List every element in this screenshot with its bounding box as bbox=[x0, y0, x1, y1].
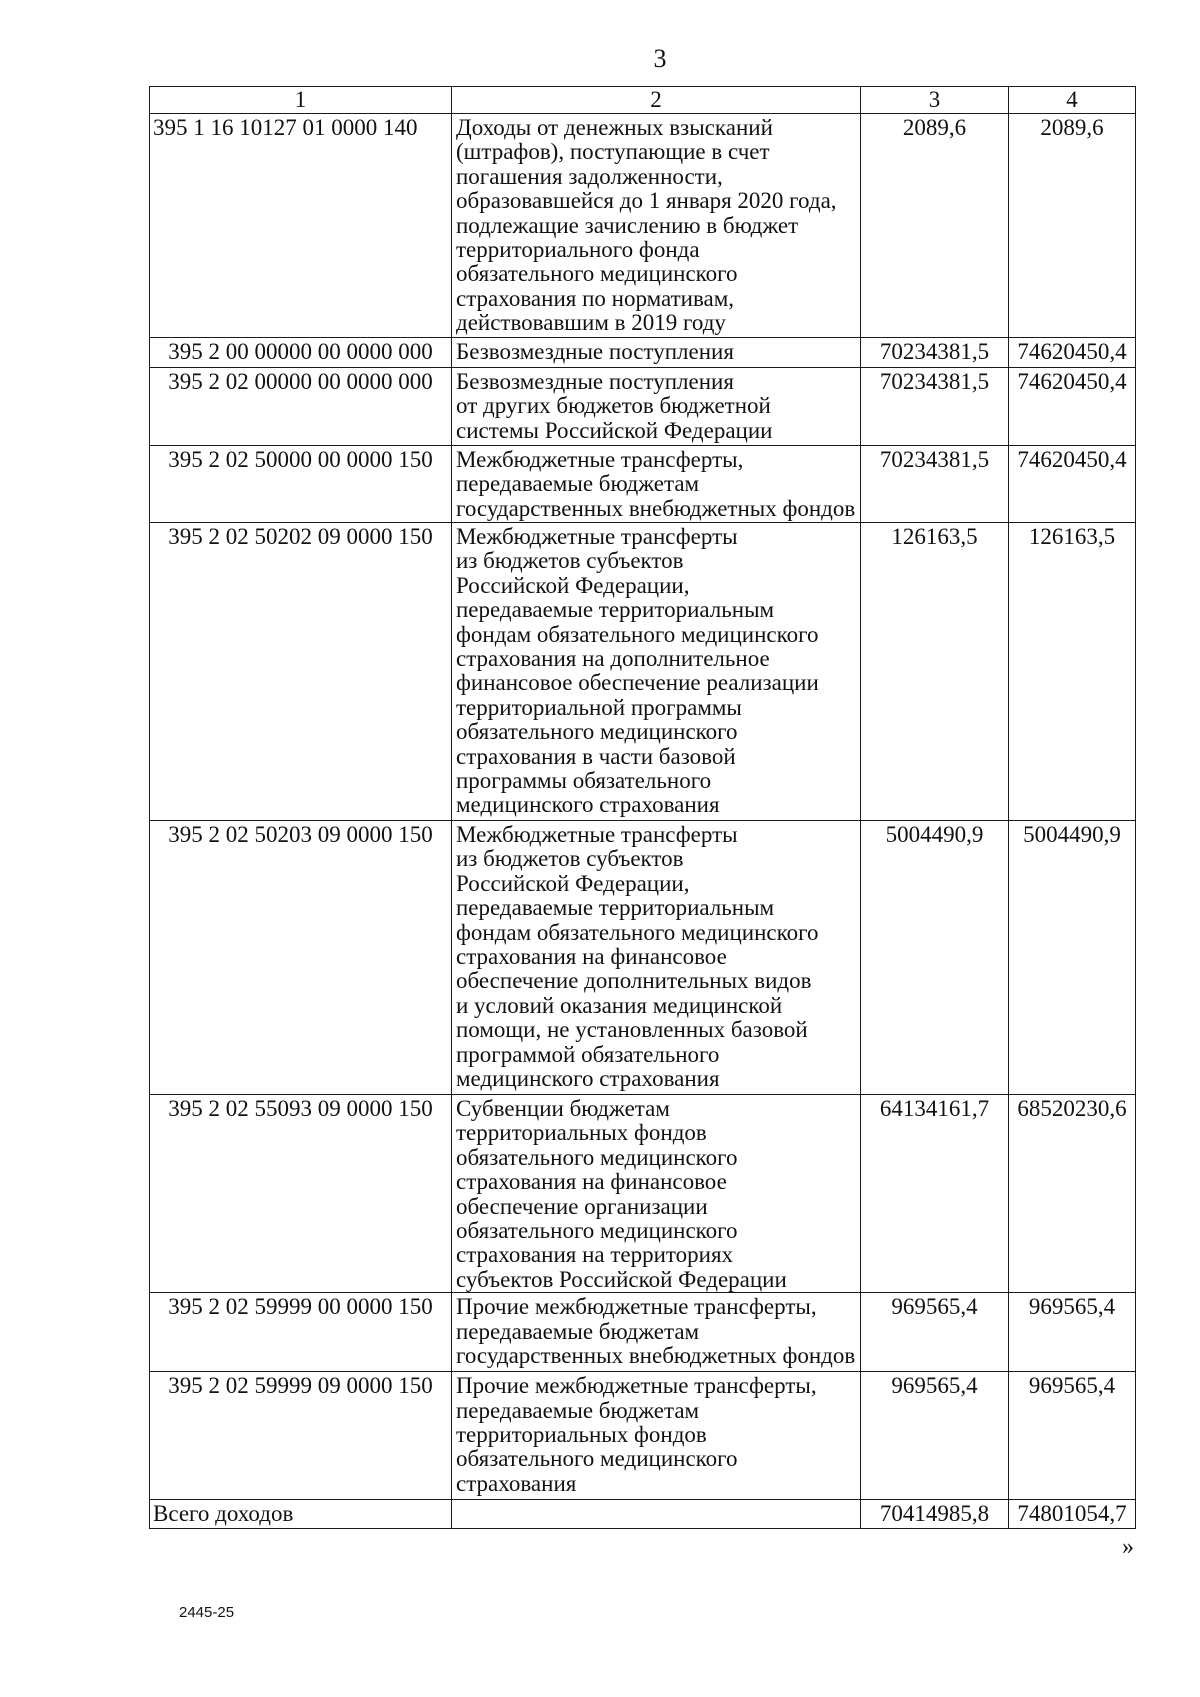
total-label: Всего доходов bbox=[150, 1500, 452, 1529]
budget-code: 395 2 00 00000 00 0000 000 bbox=[150, 338, 452, 368]
amount-column-4: 126163,5 bbox=[1009, 523, 1136, 821]
amount-column-4: 969565,4 bbox=[1009, 1293, 1136, 1372]
amount-column-4: 74620450,4 bbox=[1009, 446, 1136, 523]
amount-column-3: 64134161,7 bbox=[861, 1095, 1009, 1293]
budget-code: 395 2 02 50202 09 0000 150 bbox=[150, 523, 452, 821]
total-amount-column-4: 74801054,7 bbox=[1009, 1500, 1136, 1529]
closing-quote-mark: » bbox=[1122, 1534, 1134, 1560]
table-row bbox=[150, 523, 1136, 821]
column-header-value-3: 3 bbox=[861, 87, 1009, 114]
budget-revenue-table bbox=[149, 86, 1136, 1529]
document-id: 2445-25 bbox=[179, 1604, 235, 1621]
budget-code: 395 2 02 59999 09 0000 150 bbox=[150, 1372, 452, 1500]
table-row bbox=[150, 114, 1136, 338]
revenue-description: Прочие межбюджетные трансферты, передаваемые бюджетам территориальных фондов обязательного медицинского страхования bbox=[452, 1372, 861, 1500]
amount-column-4: 2089,6 bbox=[1009, 114, 1136, 338]
table-row bbox=[150, 1095, 1136, 1293]
amount-column-4: 5004490,9 bbox=[1009, 821, 1136, 1095]
amount-column-3: 5004490,9 bbox=[861, 821, 1009, 1095]
amount-column-3: 70234381,5 bbox=[861, 338, 1009, 368]
amount-column-3: 126163,5 bbox=[861, 523, 1009, 821]
revenue-description: Межбюджетные трансферты из бюджетов субъектов Российской Федерации, передаваемые территориальным фондам обязательного медицинского страхования на финансовое обеспечение дополнительных видов и условий оказания медицинской помощи, не установленных базовой программой обязательного медицинского страхования bbox=[452, 821, 861, 1095]
budget-code: 395 2 02 59999 00 0000 150 bbox=[150, 1293, 452, 1372]
revenue-description: Субвенции бюджетам территориальных фондов обязательного медицинского страхования на финансовое обеспечение организации обязательного медицинского страхования на территориях субъектов Российской Федерации bbox=[452, 1095, 861, 1293]
revenue-description: Межбюджетные трансферты, передаваемые бюджетам государственных внебюджетных фондов bbox=[452, 446, 861, 523]
column-header-code: 1 bbox=[150, 87, 452, 114]
amount-column-3: 969565,4 bbox=[861, 1293, 1009, 1372]
table-row bbox=[150, 446, 1136, 523]
revenue-description: Межбюджетные трансферты из бюджетов субъектов Российской Федерации, передаваемые территориальным фондам обязательного медицинского страхования на дополнительное финансовое обеспечение реализации территориальной программы обязательного медицинского страхования в части базовой программы обязательного медицинского страхования bbox=[452, 523, 861, 821]
page-number: 3 bbox=[653, 44, 667, 73]
table-row bbox=[150, 1293, 1136, 1372]
amount-column-4: 74620450,4 bbox=[1009, 368, 1136, 446]
total-description bbox=[452, 1500, 861, 1529]
amount-column-3: 70234381,5 bbox=[861, 446, 1009, 523]
column-header-value-4: 4 bbox=[1009, 87, 1136, 114]
revenue-description: Безвозмездные поступления от других бюджетов бюджетной системы Российской Федерации bbox=[452, 368, 861, 446]
revenue-description: Прочие межбюджетные трансферты, передаваемые бюджетам государственных внебюджетных фондов bbox=[452, 1293, 861, 1372]
amount-column-3: 2089,6 bbox=[861, 114, 1009, 338]
revenue-description: Доходы от денежных взысканий (штрафов), поступающие в счет погашения задолженности, образовавшейся до 1 января 2020 года, подлежащие зачислению в бюджет территориального фонда обязательного медицинского страхования по нормативам, действовавшим в 2019 году bbox=[452, 114, 861, 338]
budget-code: 395 2 02 50203 09 0000 150 bbox=[150, 821, 452, 1095]
table-row bbox=[150, 821, 1136, 1095]
budget-code: 395 2 02 00000 00 0000 000 bbox=[150, 368, 452, 446]
budget-code: 395 2 02 50000 00 0000 150 bbox=[150, 446, 452, 523]
revenue-description: Безвозмездные поступления bbox=[452, 338, 861, 368]
table-row bbox=[150, 1372, 1136, 1500]
table-header-row bbox=[150, 87, 1136, 114]
budget-code: 395 2 02 55093 09 0000 150 bbox=[150, 1095, 452, 1293]
column-header-description: 2 bbox=[452, 87, 861, 114]
amount-column-4: 969565,4 bbox=[1009, 1372, 1136, 1500]
amount-column-3: 969565,4 bbox=[861, 1372, 1009, 1500]
amount-column-3: 70234381,5 bbox=[861, 368, 1009, 446]
total-row bbox=[150, 1500, 1136, 1529]
table-row bbox=[150, 338, 1136, 368]
total-amount-column-3: 70414985,8 bbox=[861, 1500, 1009, 1529]
amount-column-4: 68520230,6 bbox=[1009, 1095, 1136, 1293]
table-row bbox=[150, 368, 1136, 446]
budget-code: 395 1 16 10127 01 0000 140 bbox=[150, 114, 452, 338]
amount-column-4: 74620450,4 bbox=[1009, 338, 1136, 368]
